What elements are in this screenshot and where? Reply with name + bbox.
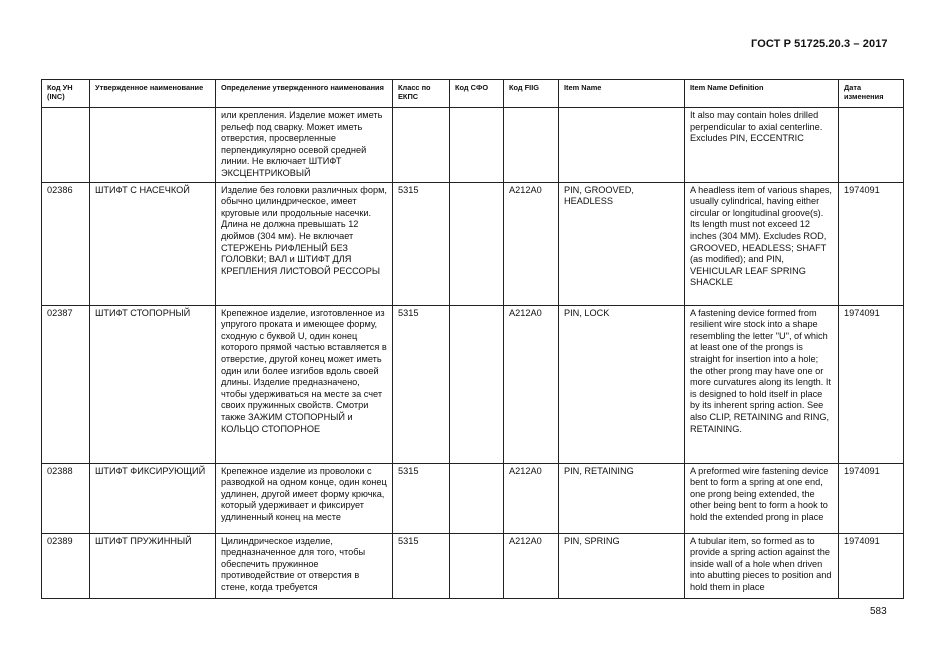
cell-item-definition: A preformed wire fastening device bent to form a spring at one end, one prong being extended, the other being bent to form a hook to hold the extended prong in place: [685, 463, 839, 533]
cell-approved-name: ШТИФТ ПРУЖИННЫЙ: [90, 533, 216, 598]
table-row: [42, 182, 904, 305]
cell-definition: Изделие без головки различных форм, обычно цилиндрическое, имеет круговые или продольные насечки. Длина не должна превышать 12 дюймов (304 мм). Не включает СТЕРЖЕНЬ РИФЛЕНЫЙ БЕЗ ГОЛОВКИ; ВАЛ и ШТИФТ ДЛЯ КРЕПЛЕНИЯ ЛИСТОВОЙ РЕССОРЫ: [216, 182, 393, 305]
cell-definition: Крепежное изделие из проволоки с разводкой на одном конце, один конец удлинен, другой имеет форму крючка, который удерживает и фиксирует удлиненный конец на месте: [216, 463, 393, 533]
table-header-row: [42, 80, 904, 108]
cell-item-name: PIN, LOCK: [559, 305, 685, 463]
cell-inc: 02386: [42, 182, 90, 305]
column-header-class: Класс по ЕКПС: [393, 80, 450, 108]
column-header-fiig: Код FIIG: [504, 80, 559, 108]
cell-inc: 02389: [42, 533, 90, 598]
column-header-item-definition: Item Name Definition: [685, 80, 839, 108]
cell-item-definition: A fastening device formed from resilient wire stock into a shape resembling the letter "U", of which at least one of the prongs is straight for insertion into a hole; the other prong may have one or more curvatures along its length. It is designed to hold itself in place by its inherent spring action. See also CLIP, RETAINING and RING, RETAINING.: [685, 305, 839, 463]
table-row: [42, 305, 904, 463]
cell-fiig: A212A0: [504, 463, 559, 533]
cell-date: [839, 108, 904, 183]
cell-sfo: [450, 108, 504, 183]
cell-fiig: A212A0: [504, 182, 559, 305]
cell-date: 1974091: [839, 182, 904, 305]
cell-date: 1974091: [839, 533, 904, 598]
cell-inc: 02388: [42, 463, 90, 533]
cell-class: [393, 108, 450, 183]
cell-inc: 02387: [42, 305, 90, 463]
cell-approved-name: ШТИФТ ФИКСИРУЮЩИЙ: [90, 463, 216, 533]
cell-definition: Цилиндрическое изделие, предназначенное для того, чтобы обеспечить пружинное противодействие от отверстия в стене, когда требуется: [216, 533, 393, 598]
column-header-approved-name: Утвержденное наименование: [90, 80, 216, 108]
cell-sfo: [450, 533, 504, 598]
column-header-date: Дата изменения: [839, 80, 904, 108]
cell-sfo: [450, 305, 504, 463]
cell-date: 1974091: [839, 305, 904, 463]
cell-class: 5315: [393, 463, 450, 533]
page-number: 583: [870, 606, 887, 617]
cell-fiig: A212A0: [504, 305, 559, 463]
cell-class: 5315: [393, 305, 450, 463]
cell-fiig: A212A0: [504, 533, 559, 598]
column-header-definition: Определение утвержденного наименования: [216, 80, 393, 108]
cell-sfo: [450, 182, 504, 305]
cell-fiig: [504, 108, 559, 183]
table-row: [42, 463, 904, 533]
table-row: [42, 108, 904, 183]
cell-definition: или крепления. Изделие может иметь рельеф под сварку. Может иметь отверстия, просверленные перпендикулярно осевой средней линии. Не включает ШТИФТ ЭКСЦЕНТРИКОВЫЙ: [216, 108, 393, 183]
cell-item-name: PIN, SPRING: [559, 533, 685, 598]
cell-class: 5315: [393, 182, 450, 305]
cell-approved-name: ШТИФТ СТОПОРНЫЙ: [90, 305, 216, 463]
column-header-item-name: Item Name: [559, 80, 685, 108]
column-header-sfo: Код СФО: [450, 80, 504, 108]
cell-item-name: [559, 108, 685, 183]
cell-approved-name: ШТИФТ С НАСЕЧКОЙ: [90, 182, 216, 305]
table-row: [42, 533, 904, 598]
cell-item-definition: It also may contain holes drilled perpendicular to axial centerline. Excludes PIN, ECCENTRIC: [685, 108, 839, 183]
data-table: [41, 79, 904, 599]
cell-item-definition: A headless item of various shapes, usually cylindrical, having either circular or longitudinal groove(s). Its length must not exceed 12 inches (304 MM). Excludes ROD, GROOVED, HEADLESS; SHAFT (as modified); and PIN, VEHICULAR LEAF SPRING SHACKLE: [685, 182, 839, 305]
cell-sfo: [450, 463, 504, 533]
standard-header: ГОСТ Р 51725.20.3 – 2017: [751, 38, 888, 50]
cell-definition: Крепежное изделие, изготовленное из упругого проката и имеющее форму, сходную с буквой U, один конец которого прямой частью вставляется в отверстие, другой конец может иметь один или более изгибов вдоль своей длины. Изделие предназначено, чтобы удерживаться на месте за счет своих пружинных свойств. Смотри также ЗАЖИМ СТОПОРНЫЙ и КОЛЬЦО СТОПОРНОЕ: [216, 305, 393, 463]
cell-class: 5315: [393, 533, 450, 598]
cell-approved-name: [90, 108, 216, 183]
cell-item-name: PIN, GROOVED, HEADLESS: [559, 182, 685, 305]
column-header-inc: Код УН (INC): [42, 80, 90, 108]
cell-item-name: PIN, RETAINING: [559, 463, 685, 533]
cell-item-definition: A tubular item, so formed as to provide a spring action against the inside wall of a hole when driven into abutting pieces to position and hold them in place: [685, 533, 839, 598]
cell-date: 1974091: [839, 463, 904, 533]
cell-inc: [42, 108, 90, 183]
